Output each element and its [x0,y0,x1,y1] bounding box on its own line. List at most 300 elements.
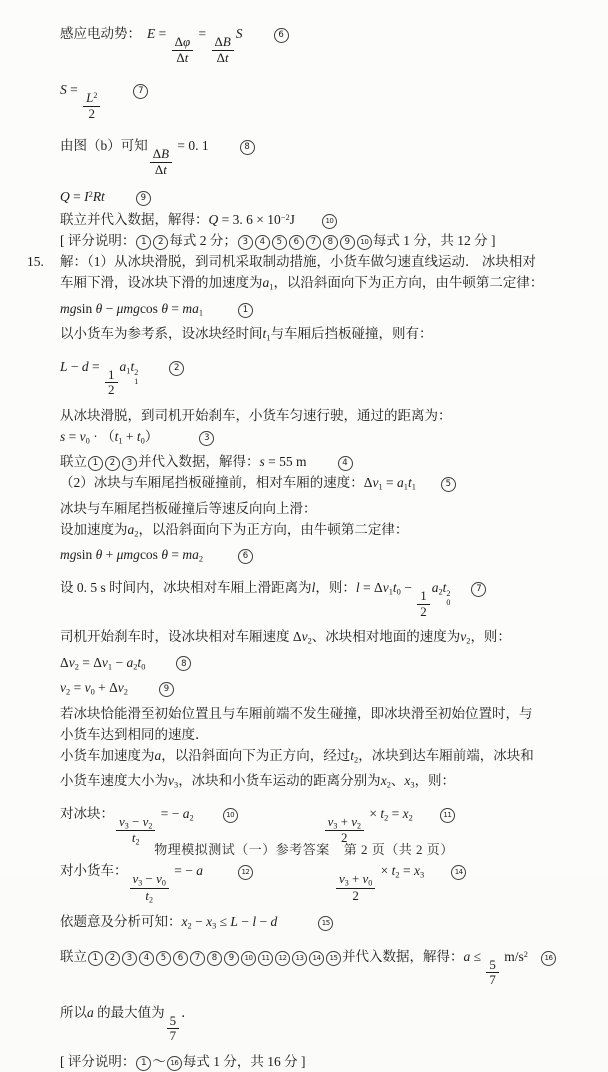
circled-number: 9 [340,235,355,250]
grading-note-q15 [60,1051,590,1072]
circled-number: 2 [169,361,184,376]
text-run: Δ [154,161,164,177]
subscript: 1 [107,662,113,671]
circled-number: 3 [238,235,253,250]
text-run: m/s [500,948,524,964]
fraction-denominator [349,889,361,904]
text-run: = [65,428,80,444]
subscript: 0 [85,436,90,446]
math-variable: x [402,805,409,821]
fraction-numerator [83,91,100,107]
subscript: 2 [198,554,204,564]
subscript: 1 [411,482,416,492]
circled-number: 5 [156,951,171,966]
text-run: 所以 [60,1004,87,1020]
math-variable: t [184,49,189,65]
circled-number: 16 [541,951,556,966]
circled-number: 3 [199,431,214,446]
text-run: 由图（b）可知 [60,138,148,154]
math-variable: x [380,773,387,788]
circled-number: 4 [139,951,154,966]
subscript: 2 [354,755,359,764]
superscript: 2 [88,190,93,200]
text-run: Δ [363,475,373,491]
fraction-numerator [212,35,234,51]
math-variable: ma [182,547,199,563]
formula-s-result-4 [60,451,590,472]
text-run: Δ [216,49,226,65]
text-run: sin [76,547,96,563]
math-variable: μmg [116,547,140,563]
math-variable: t [225,49,229,65]
text-run: + [337,813,352,829]
text-run: − [142,871,157,887]
circled-number: 1 [88,456,103,471]
math-variable: a [196,863,203,879]
stack-superscript: 2 [446,588,451,598]
spacer [295,223,321,224]
math-variable: a [87,1004,94,1020]
subscript: 2 [408,813,413,822]
text-run: 小货车达到相同的速度． [60,726,209,742]
subscript: 0 [140,436,145,446]
text-run: 对冰块： [60,805,114,821]
text-run: = 0. 1 [174,138,209,154]
subscript: 2 [395,870,400,880]
spacer [138,370,168,371]
math-variable: x [206,914,213,930]
subscript: 3 [174,780,179,790]
formula-a-result-16 [60,937,590,995]
text-run: 每式 2 分； [169,233,237,249]
spacer [528,960,540,961]
subscript: 2 [133,662,138,671]
text-run: [ 评分说明： [60,1053,136,1069]
q15-text [60,770,590,796]
page-footer [0,839,608,858]
math-variable: L [86,90,94,106]
math-variable: t [380,805,385,821]
text-run: = [399,863,414,879]
math-variable: l [355,579,360,595]
fraction-numerator [116,815,155,831]
math-variable: d [270,914,278,930]
math-variable: v [101,654,108,670]
circled-number: 9 [224,951,239,966]
subscript: 2 [134,529,139,539]
math-variable: v [351,813,357,829]
fraction-numerator [486,958,498,974]
formula-emf [60,16,590,72]
subscript: 3 [344,878,349,888]
text-run: Δ [174,34,183,50]
text-run: = [155,26,170,41]
subscript: 0 [396,587,401,597]
formula-newton-6 [60,544,590,570]
subscript: 3 [419,870,425,880]
formula-joule [60,184,590,207]
math-variable: v [79,428,86,444]
math-variable: Rt [92,189,105,205]
math-variable: v [372,475,379,491]
formula-area [60,72,590,128]
fraction [172,35,194,65]
text-run: 1 [420,588,427,603]
text-run: ，以沿斜面向下为正方向，由牛顿第二定律： [138,521,409,537]
text-run: cos [139,300,162,316]
q15-text [60,745,590,771]
fraction-denominator [105,383,117,398]
circled-number: 10 [322,214,337,229]
math-variable: s [259,454,265,470]
subscript: 1 [403,482,408,492]
math-variable: t [130,358,135,374]
fraction [212,35,234,65]
circled-number: 8 [207,951,222,966]
math-variable: x [413,863,420,879]
grading-note-q14 [60,230,590,251]
q15-text [60,405,590,426]
text-run: Δ [214,34,223,50]
math-variable: θ [161,547,168,563]
spacer [102,93,132,94]
subscript: 1 [198,308,204,318]
text-run: + [122,428,137,444]
math-variable: x [181,914,188,930]
formula-q-result [60,207,590,230]
math-variable: v [460,629,467,644]
circled-number: 3 [122,456,137,471]
text-run: − [128,813,143,829]
text-run: − [67,358,82,374]
subscript: 1 [378,482,383,492]
math-variable: l [252,914,257,930]
superscript: −2 [280,213,290,223]
q15-part2-intro [60,472,590,498]
fraction-denominator [214,51,232,66]
math-variable: v [60,680,66,695]
math-variable: t [392,579,397,595]
formula-l-7 [60,570,590,626]
circled-number: 1 [136,235,151,250]
math-variable: v [84,680,91,695]
text-run: 2 [108,382,115,398]
fraction-numerator [105,368,117,384]
formula-truck-12-14 [60,853,590,911]
spacer [450,591,470,592]
text-run: 、 [390,773,405,788]
circled-number: 6 [238,549,253,564]
circled-number: 13 [292,951,307,966]
circled-number: 11 [258,951,273,966]
subscript: 1 [126,366,131,376]
text-run: ） [144,428,159,444]
circled-number: 3 [122,951,137,966]
text-run: − [256,914,271,930]
math-variable: θ [95,300,103,316]
subscript: 0 [368,878,373,888]
text-run: ，则： [315,579,356,595]
stack-superscript: 2 [134,367,139,377]
circled-number: 9 [159,682,174,697]
spacer [277,925,317,926]
math-variable: θ [161,300,168,316]
fraction-numerator [336,872,375,888]
text-run: = 55 m [264,454,307,470]
fraction [105,368,117,398]
text-run: 冰块与车厢尾挡板碰撞后等速反向向上滑： [60,500,317,516]
math-variable: a [262,275,270,291]
math-variable: v [168,773,174,788]
spacer [416,486,440,487]
text-run: − [191,914,207,930]
spacer [254,874,334,875]
math-variable: v [362,871,369,887]
fraction-denominator [167,1029,179,1044]
math-variable: v [338,871,345,887]
text-run: 若冰块恰能滑至初始位置且与车厢前端不发生碰撞，即冰块滑至初始位置时，与 [60,705,533,721]
math-variable: μmg [116,300,140,316]
text-run: 从冰块滑脱，到司机开始刹车，小货车匀速行驶，通过的距离为： [60,407,452,423]
math-variable: a [119,358,127,374]
text-run: + [102,547,117,563]
subscript: 2 [148,820,153,830]
math-variable: a [431,579,439,595]
math-variable: l [311,579,316,595]
circled-number: 8 [323,235,338,250]
spacer [209,149,239,150]
math-variable: mg [60,547,77,563]
text-run: = [382,475,397,491]
circled-number: 6 [274,28,289,43]
spacer [203,874,237,875]
math-variable: x [404,773,411,788]
text-run: sin [76,300,96,316]
math-variable: S [60,82,67,98]
fraction-denominator [173,51,191,66]
text-run: ，则： [470,629,511,644]
circled-number: 7 [471,582,486,597]
math-variable: t [163,161,167,177]
fraction [130,872,169,904]
text-run: = [66,82,82,98]
circled-number: 1 [88,951,103,966]
math-variable: mg [60,300,77,316]
text-run: 2 [88,105,95,121]
math-variable: t [114,428,119,444]
text-run: Δ [176,49,185,65]
circled-number: 1 [238,303,253,318]
text-run: 2 [341,829,348,845]
text-run: = [70,680,85,695]
q15-text [60,626,590,652]
math-variable: d [81,358,89,374]
circled-number: 2 [105,951,120,966]
circled-number: 5 [441,477,456,492]
q15-solution-intro [27,251,590,272]
fraction-denominator [152,163,170,178]
text-run: ≤ [216,914,231,930]
text-run: 、冰块相对地面的速度为 [311,629,461,644]
text-run: 对小货车： [60,863,128,879]
circled-number: 6 [289,235,304,250]
spacer [413,817,439,818]
q15-text [60,323,590,349]
text-run: 7 [169,1028,177,1044]
text-run: ，冰块到达车厢前端，冰块和 [358,747,534,763]
formula-newton-1 [60,298,590,324]
footer-page-number: 第 2 页（共 2 页） [343,842,454,857]
circled-number: 15 [326,951,341,966]
math-variable: θ [95,547,103,563]
q15-text [60,272,590,298]
q15-text [60,498,590,519]
circled-number: 4 [255,235,270,250]
stack-subscript: 1 [134,376,139,386]
circled-number: 12 [275,951,290,966]
spacer [194,817,222,818]
text-run: 并代入数据，解得： [342,948,464,964]
subscript: 3 [333,820,338,830]
text-run: · （ [89,428,115,444]
circled-number: 6 [173,951,188,966]
text-run: × [365,805,381,821]
spacer [145,666,175,667]
text-run: [ 评分说明： [60,233,136,249]
fraction-numerator [150,147,172,163]
text-run: 设 0. 5 s 时间内，冰块相对车厢上滑距离为 [60,579,312,595]
math-variable: t [350,747,355,763]
fraction-numerator [130,872,169,888]
subscript: 1 [266,333,271,343]
subscript: 2 [438,587,443,597]
math-variable: S [235,26,243,41]
circled-number: 5 [272,235,287,250]
circled-number: 12 [238,865,253,880]
spacer [243,37,273,38]
subscript: 2 [123,687,128,697]
subscript: 1 [269,282,274,292]
circled-number: 7 [133,84,148,99]
fraction [486,958,498,988]
text-run: = [167,300,183,316]
text-run: 与车厢后挡板碰撞，则有： [270,326,433,342]
text-run: 并代入数据，解得： [138,454,260,470]
subscript: 1 [118,436,123,446]
fraction [150,147,172,177]
circled-number: 2 [105,456,120,471]
math-variable: t [137,654,142,670]
text-run: + Δ [94,680,118,695]
text-run: 每式 1 分，共 16 分 ] [182,1053,306,1069]
text-run: 联立 [60,948,87,964]
text-run: Δ [152,146,162,162]
circled-number: 15 [318,916,333,931]
subscript: 3 [124,820,129,830]
math-variable: L [60,358,68,374]
text-run: ． [181,1004,195,1020]
math-variable: v [68,654,75,670]
subscript: 2 [66,687,71,697]
text-run: cos [139,547,162,563]
circled-number: 8 [176,656,191,671]
subscript: 2 [386,780,391,790]
formula-inequality-15 [60,911,590,937]
subscript: 2 [307,636,312,646]
fraction [167,1014,179,1044]
text-run: 司机开始刹车时，设冰块相对车厢速度 Δ [60,629,302,644]
math-variable: a [154,747,162,763]
fraction-numerator [325,815,364,831]
math-variable: t [391,863,396,879]
text-run: 感应电动势： [60,26,141,41]
text-run: 1 [108,366,115,382]
subscript: 2 [148,895,153,905]
math-variable: E [147,26,156,41]
text-run: = [195,26,210,41]
superscript: 2 [523,949,528,959]
text-run: 车厢下滑，设冰块下滑的加速度为 [60,275,263,291]
text-run: 5 [489,956,496,972]
circled-number: 10 [241,951,256,966]
math-variable: t [131,829,136,845]
spacer [203,558,237,559]
spacer [203,312,237,313]
text-run: 以小货车为参考系，设冰块经时间 [60,326,263,342]
fraction-numerator [417,589,429,605]
text-run: ，则： [414,773,456,788]
subscript: 2 [74,662,79,671]
text-run: ，以沿斜面向下为正方向，由牛顿第二定律： [273,275,544,291]
math-variable: t [145,887,149,903]
subscript: 1 [388,587,393,597]
math-variable: ma [182,300,199,316]
circled-number: 16 [167,1056,182,1071]
subscript: 3 [138,878,143,888]
formula-distance-2 [60,349,590,405]
subscript: 2 [466,636,471,646]
math-variable: v [301,629,308,644]
math-variable: a [397,475,404,491]
text-run: = Δ [78,654,102,670]
text-run: = − [170,863,197,879]
formula-v2-9 [60,677,590,703]
text-run: ≤ [470,948,485,964]
circled-number: 8 [240,140,255,155]
spacer [105,200,135,201]
subscript: 0 [161,878,166,888]
fraction [417,589,429,619]
text-run: × [377,863,392,879]
subscript: 3 [410,780,415,790]
text-run: 设加速度为 [60,521,128,537]
text-run: = [167,547,183,563]
circled-number: 14 [451,865,466,880]
text-run: 解：（1）从冰块滑脱，到司机采取制动措施，小货车做匀速直线运动． 冰块相对 [60,254,536,270]
math-variable: B [161,146,170,162]
fraction-denominator [486,973,498,988]
math-variable: a [463,948,471,964]
text-run: = [388,805,403,821]
text-run: = Δ [359,579,383,595]
formula-dv2-8 [60,652,590,678]
circled-number: 11 [440,808,455,823]
math-variable: t [262,326,267,342]
math-variable: Q [60,189,70,205]
text-run: − [400,579,416,595]
text-run: 联立并代入数据，解得： [60,212,209,228]
subscript: 2 [384,813,389,822]
